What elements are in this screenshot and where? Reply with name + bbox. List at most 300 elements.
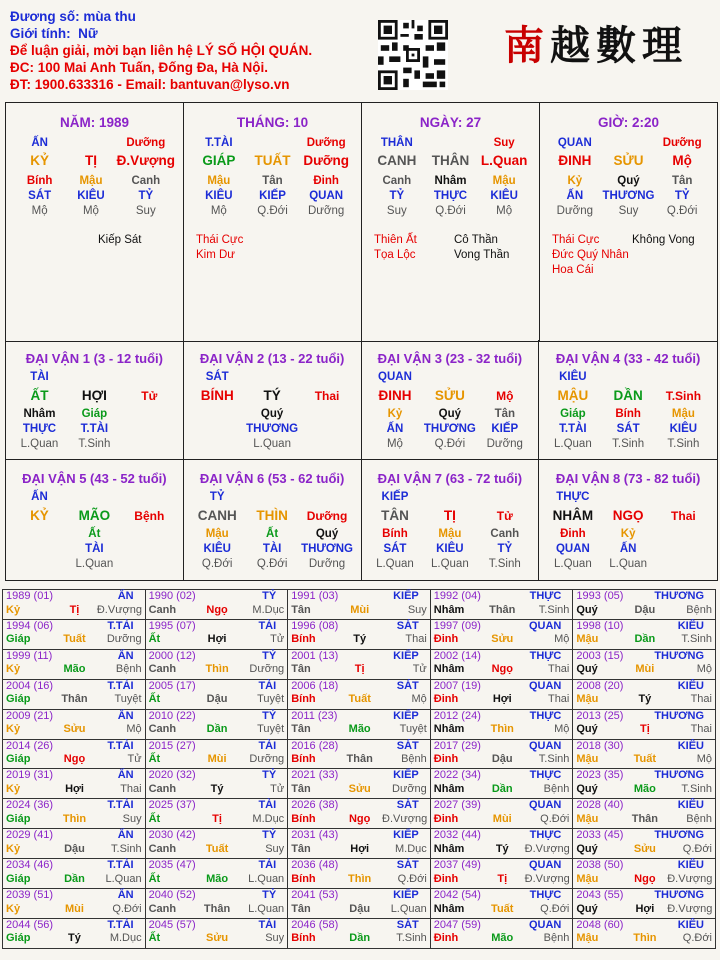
year-label: 1993 (05) [576, 590, 624, 602]
year-line-2 [149, 663, 285, 677]
dv-thap-than-tang: KIẾP [491, 423, 519, 435]
year-content [291, 620, 427, 647]
dv-tang-can: Ất [88, 528, 101, 540]
year-line-1 [6, 710, 142, 724]
year-can: Nhâm [433, 782, 465, 795]
year-row [3, 679, 716, 709]
year-line-1 [291, 650, 427, 664]
dai-van-title: ĐẠI VẬN 3 (23 - 32 tuổi) [377, 351, 523, 366]
dv-tang-can [656, 527, 711, 542]
dv-tang-can: Canh [490, 528, 520, 540]
year-cell [145, 649, 288, 679]
year-cell [3, 590, 146, 620]
star-row [196, 233, 361, 248]
year-truong-sinh: Thai [405, 633, 427, 646]
year-line-2 [291, 783, 427, 797]
year-can: Mậu [576, 693, 599, 706]
year-content [6, 650, 142, 677]
year-thap-than: KIÊU [677, 739, 704, 752]
dv-tang-can: Giáp [560, 408, 586, 420]
year-line-2 [576, 843, 712, 857]
year-chi: Hợi [65, 782, 84, 795]
year-truong-sinh: Q.Đới [540, 902, 570, 915]
year-truong-sinh: L.Quan [248, 902, 285, 915]
year-thap-than: KIÊU [677, 918, 704, 931]
year-can: Canh [148, 842, 177, 855]
year-cell [3, 889, 146, 919]
year-truong-sinh: M.Dục [109, 932, 142, 945]
year-thap-than: T.TÀI [107, 859, 134, 872]
year-line-2 [149, 843, 285, 857]
year-cell [3, 709, 146, 739]
dv-thap-than: ẤN [31, 491, 48, 503]
dv-thap-than: TÀI [30, 371, 49, 383]
dv-thap-than-tang: KIÊU [669, 423, 698, 435]
year-line-1 [149, 829, 285, 843]
year-chi: Mão [63, 663, 86, 676]
year-label: 2012 (24) [433, 709, 481, 722]
dv-thap-than [122, 490, 177, 505]
dai-van-title: ĐẠI VẬN 4 (33 - 42 tuổi) [555, 351, 701, 366]
year-content [6, 889, 142, 916]
year-label: 1994 (06) [6, 619, 54, 632]
year-row [3, 649, 716, 679]
year-content [434, 769, 570, 796]
dv-thap-than: KIẾP [381, 491, 409, 503]
year-can: Quý [576, 603, 598, 616]
dv-thap-than [245, 490, 300, 505]
year-cell [430, 859, 573, 889]
year-thap-than: THƯƠNG [654, 590, 704, 602]
pillar-title: GIỜ: 2:20 [597, 115, 660, 130]
star-row [374, 233, 539, 248]
pillar-cell [246, 136, 300, 151]
year-thap-than: TỶ [262, 649, 277, 662]
star-name: Tọa Lộc [374, 249, 416, 261]
year-content [576, 919, 712, 946]
year-content [291, 919, 427, 946]
year-line-2 [6, 813, 142, 827]
year-label: 2030 (42) [148, 829, 196, 842]
pillar-cell: SỬU [613, 153, 644, 168]
pillar-cell [424, 136, 478, 151]
year-can: Quý [576, 723, 598, 736]
year-chi: Hợi [350, 842, 370, 855]
year-thap-than: TỶ [262, 709, 277, 722]
year-can: Bính [291, 812, 316, 825]
year-thap-than: KIÊU [677, 859, 704, 872]
four-pillars [5, 102, 718, 342]
dv-can-chi: KỶ [30, 508, 49, 523]
pillar-cell: Suy [618, 205, 639, 217]
year-cell [288, 829, 431, 859]
year-line-2 [576, 693, 712, 707]
pillar-cell [602, 136, 656, 151]
year-thap-than: SÁT [396, 859, 419, 872]
year-label: 1991 (03) [291, 590, 339, 602]
pillar-cell: GIÁP [202, 153, 236, 168]
dv-thap-than [300, 370, 355, 385]
year-chi: Mùi [635, 663, 655, 676]
dv-truong-sinh: Q.Đới [201, 558, 233, 570]
year-can: Nhâm [433, 603, 465, 616]
year-cell [430, 829, 573, 859]
year-line-1 [434, 710, 570, 724]
year-truong-sinh: T.Sinh [111, 842, 142, 855]
gioi-tinh-value: Nữ [78, 26, 98, 41]
year-cell [430, 709, 573, 739]
year-truong-sinh: Dưỡng [249, 663, 285, 676]
dv-tang-can: Bính [382, 528, 408, 540]
year-thap-than: QUAN [528, 799, 562, 812]
dai-van-7 [362, 460, 540, 580]
year-truong-sinh: L.Quan [105, 872, 142, 885]
year-truong-sinh: Tử [270, 782, 285, 795]
year-cell [145, 829, 288, 859]
year-truong-sinh: Suy [265, 842, 285, 855]
year-line-1 [434, 590, 570, 604]
year-can: Canh [148, 663, 177, 676]
year-line-2 [291, 873, 427, 887]
year-content [291, 769, 427, 796]
year-thap-than: QUAN [528, 859, 562, 872]
year-thap-than: TỶ [262, 769, 277, 782]
year-cell [3, 859, 146, 889]
year-chi: Hợi [635, 902, 655, 915]
year-thap-than: QUAN [528, 739, 562, 752]
year-content [291, 829, 427, 856]
star-name: Thái Cực [552, 234, 600, 246]
pillar-cell: Quý [617, 175, 640, 187]
pillar-cell: TUẤT [254, 153, 291, 168]
dv-truong-sinh: L.Quan [253, 438, 291, 450]
year-can: Ất [148, 932, 161, 945]
year-row [3, 619, 716, 649]
year-thap-than: THỰC [529, 829, 562, 842]
year-truong-sinh: Mộ [696, 753, 712, 766]
year-thap-than: ẤN [117, 709, 134, 722]
year-chi: Ngọ [63, 753, 86, 766]
year-truong-sinh: Q.Đới [112, 902, 142, 915]
year-chi: Dậu [349, 902, 371, 915]
year-can: Giáp [6, 872, 31, 885]
year-chi: Mùi [492, 812, 512, 825]
year-chi: Tý [68, 932, 81, 945]
year-content [149, 650, 285, 677]
dv-can-chi: ẤT [30, 388, 49, 403]
year-truong-sinh: T.Sinh [681, 633, 712, 646]
dv-thap-than [656, 370, 711, 385]
year-cell [145, 889, 288, 919]
year-thap-than: THƯƠNG [654, 769, 704, 782]
pillar-1 [6, 103, 184, 341]
year-line-2 [434, 604, 570, 618]
year-can: Ất [148, 872, 161, 885]
year-line-2 [576, 633, 712, 647]
dv-thap-than-tang: SÁT [383, 543, 407, 555]
year-chi: Ngọ [634, 872, 656, 885]
dv-truong-sinh [656, 557, 711, 572]
year-label: 2006 (18) [291, 679, 339, 692]
year-label: 2042 (54) [433, 889, 481, 902]
year-can: Ất [148, 812, 161, 825]
pillar-cell: ẤN [31, 137, 48, 149]
star-name [18, 233, 98, 248]
dv-thap-than-tang: T.TÀI [80, 423, 109, 435]
dv-thap-than: QUAN [378, 371, 412, 383]
year-line-2 [576, 903, 712, 917]
dv-thap-than-tang [122, 542, 177, 557]
dv-truong-sinh: Dưỡng [308, 558, 346, 570]
year-cell [573, 590, 716, 620]
year-cell [3, 769, 146, 799]
pillar-cell: Đ.Vượng [116, 153, 175, 168]
year-content [6, 919, 142, 946]
year-row [3, 739, 716, 769]
year-content [434, 620, 570, 647]
year-chi: Tuất [633, 753, 657, 766]
year-thap-than: QUAN [528, 918, 562, 931]
year-line-2 [6, 783, 142, 797]
logo [478, 10, 718, 76]
year-can: Giáp [6, 932, 31, 945]
year-line-2 [576, 604, 712, 618]
year-content [576, 680, 712, 707]
year-label: 2038 (50) [576, 859, 624, 872]
year-chi: Ngọ [491, 663, 513, 676]
pillar-title: THÁNG: 10 [236, 115, 309, 130]
year-truong-sinh: Tử [270, 633, 285, 646]
year-can: Nhâm [433, 723, 465, 736]
pillar-cell: Dưỡng [556, 205, 593, 217]
year-line-2 [291, 813, 427, 827]
dv-can-chi: HỢI [81, 388, 107, 403]
year-label: 2013 (25) [576, 709, 624, 722]
year-line-2 [6, 693, 142, 707]
year-chi: Hợi [492, 693, 512, 706]
year-truong-sinh: Thai [690, 693, 712, 706]
dv-can-chi: Tử [141, 389, 158, 403]
year-label: 2039 (51) [6, 889, 54, 902]
dv-thap-than-tang: THƯƠNG [301, 543, 353, 555]
dai-van-title: ĐẠI VẬN 5 (43 - 52 tuổi) [22, 471, 167, 486]
year-content [6, 799, 142, 826]
year-line-1 [149, 889, 285, 903]
year-thap-than: KIÊU [677, 619, 704, 632]
year-cell [3, 918, 146, 948]
pillar-cell: Mậu [79, 175, 103, 187]
year-line-1 [291, 680, 427, 694]
star-name: Kim Dư [196, 249, 236, 261]
year-line-2 [576, 753, 712, 767]
year-truong-sinh: L.Quan [248, 872, 285, 885]
pillar-title: NĂM: 1989 [59, 115, 130, 130]
dv-truong-sinh: T.Sinh [488, 558, 521, 570]
year-line-1 [576, 590, 712, 604]
year-truong-sinh: Bệnh [401, 753, 427, 766]
star-name: Thái Cực [196, 234, 244, 246]
year-line-1 [6, 650, 142, 664]
year-can: Giáp [6, 693, 31, 706]
year-content [149, 919, 285, 946]
year-chi: Dần [349, 932, 371, 945]
year-label: 2028 (40) [576, 799, 624, 812]
dv-thap-than: TỶ [209, 491, 225, 503]
pillar-grid [548, 136, 709, 219]
year-thap-than: T.TÀI [107, 739, 134, 752]
year-truong-sinh: Suy [407, 603, 427, 616]
year-can: Đinh [433, 932, 459, 945]
year-truong-sinh: M.Dục [395, 842, 427, 855]
year-chi: Tị [212, 812, 222, 825]
year-truong-sinh: Dưỡng [106, 633, 142, 646]
star-name: Cô Thần [454, 234, 498, 246]
year-can: Quý [576, 663, 598, 676]
dai-van-grid [5, 340, 718, 581]
year-label: 2018 (30) [576, 739, 624, 752]
year-line-1 [576, 740, 712, 754]
year-can: Mậu [576, 633, 599, 646]
year-chi: Sửu [633, 842, 656, 855]
year-chi: Dần [206, 723, 228, 736]
year-line-1 [576, 829, 712, 843]
star-row [196, 248, 361, 263]
year-content [6, 829, 142, 856]
year-content [149, 710, 285, 737]
year-content [291, 650, 427, 677]
year-line-2 [434, 663, 570, 677]
year-can: Tân [291, 902, 311, 915]
year-thap-than: TÀI [258, 679, 277, 692]
dv-tang-can: Nhâm [23, 408, 56, 420]
year-chi: Thân [489, 603, 516, 616]
year-label: 2004 (16) [6, 679, 54, 692]
year-content [6, 590, 142, 617]
year-truong-sinh: Đ.Vượng [96, 603, 143, 616]
year-cell [145, 679, 288, 709]
year-cell [430, 649, 573, 679]
year-label: 2046 (58) [291, 918, 339, 931]
year-label: 2014 (26) [6, 739, 54, 752]
pillar-grid [14, 136, 175, 219]
year-line-2 [291, 663, 427, 677]
year-content [434, 799, 570, 826]
dv-truong-sinh [12, 557, 67, 572]
pillar-cell: THÂN [380, 137, 413, 149]
year-line-1 [291, 889, 427, 903]
pillar-cell: T.TÀI [205, 137, 233, 149]
year-label: 1998 (10) [576, 619, 624, 632]
year-chi: Tị [497, 872, 508, 885]
year-cell [288, 739, 431, 769]
year-truong-sinh: Mộ [554, 723, 570, 736]
year-thap-than: ẤN [117, 649, 134, 662]
year-content [149, 680, 285, 707]
year-chi: Tý [353, 633, 367, 646]
dv-truong-sinh: T.Sinh [612, 438, 645, 450]
year-label: 2031 (43) [291, 829, 339, 842]
year-can: Canh [148, 723, 177, 736]
year-line-1 [291, 859, 427, 873]
year-line-1 [149, 740, 285, 754]
year-cell [3, 739, 146, 769]
year-content [434, 740, 570, 767]
year-cell [3, 829, 146, 859]
dv-truong-sinh [122, 557, 177, 572]
year-line-2 [6, 633, 142, 647]
year-can: Đinh [433, 812, 459, 825]
dv-truong-sinh: L.Quan [75, 558, 114, 570]
year-can: Mậu [576, 932, 599, 945]
year-can: Canh [148, 902, 177, 915]
pillar-cell: Mộ [82, 205, 99, 217]
year-line-2 [6, 932, 142, 946]
year-label: 2043 (55) [576, 889, 624, 902]
year-label: 2024 (36) [6, 799, 54, 812]
pillar-cell: THỰC [433, 190, 468, 202]
year-can: Bính [291, 753, 316, 766]
year-chi: Sửu [206, 932, 229, 945]
dv-can-chi: Bệnh [134, 509, 165, 523]
year-row [3, 918, 716, 948]
dv-thap-than-tang: TÀI [85, 543, 104, 555]
year-truong-sinh: Tuyệt [114, 693, 142, 706]
dv-thap-than: THỰC [556, 491, 590, 503]
year-cell [573, 739, 716, 769]
year-chi: Tị [354, 663, 365, 676]
year-thap-than: ẤN [117, 889, 134, 902]
pillar-cell: QUAN [557, 137, 592, 149]
pillar-cell: ẤN [566, 190, 584, 202]
year-chi: Thìn [490, 723, 514, 736]
year-truong-sinh: Mộ [411, 693, 427, 706]
year-can: Đinh [433, 753, 459, 766]
year-truong-sinh: Đ.Vượng [382, 812, 428, 825]
star-name: Thiên Ất [374, 234, 417, 246]
pillar-cell: Q.Đới [257, 205, 288, 217]
dv-truong-sinh: Dưỡng [486, 438, 523, 450]
year-cell [145, 739, 288, 769]
year-thap-than: THỰC [529, 709, 562, 722]
year-line-1 [576, 859, 712, 873]
year-content [576, 620, 712, 647]
dv-tang-can [12, 527, 67, 542]
dv-can-chi: Thai [314, 389, 340, 403]
pillar-cell: KIÊU [205, 190, 233, 202]
year-line-2 [434, 723, 570, 737]
yearly-table [2, 589, 716, 949]
dv-thap-than: SÁT [205, 371, 229, 383]
pillar-cell: Mộ [672, 153, 692, 168]
year-cell [3, 799, 146, 829]
dv-thap-than-tang [122, 422, 177, 437]
year-content [434, 590, 570, 617]
year-can: Quý [576, 902, 598, 915]
pillar-cell: THƯƠNG [602, 190, 655, 202]
pillar-cell: SÁT [28, 190, 52, 202]
pillar-cell: Dưỡng [307, 205, 345, 217]
star-row [552, 263, 717, 278]
year-label: 2037 (49) [433, 859, 481, 872]
year-label: 2033 (45) [576, 829, 624, 842]
dv-thap-than [601, 490, 656, 505]
pillar-cell: Dưỡng [306, 137, 346, 149]
year-can: Tân [291, 603, 311, 616]
year-line-2 [6, 723, 142, 737]
year-chi: Dần [64, 872, 85, 885]
year-content [434, 889, 570, 916]
dv-thap-than-tang: TÀI [262, 543, 282, 555]
